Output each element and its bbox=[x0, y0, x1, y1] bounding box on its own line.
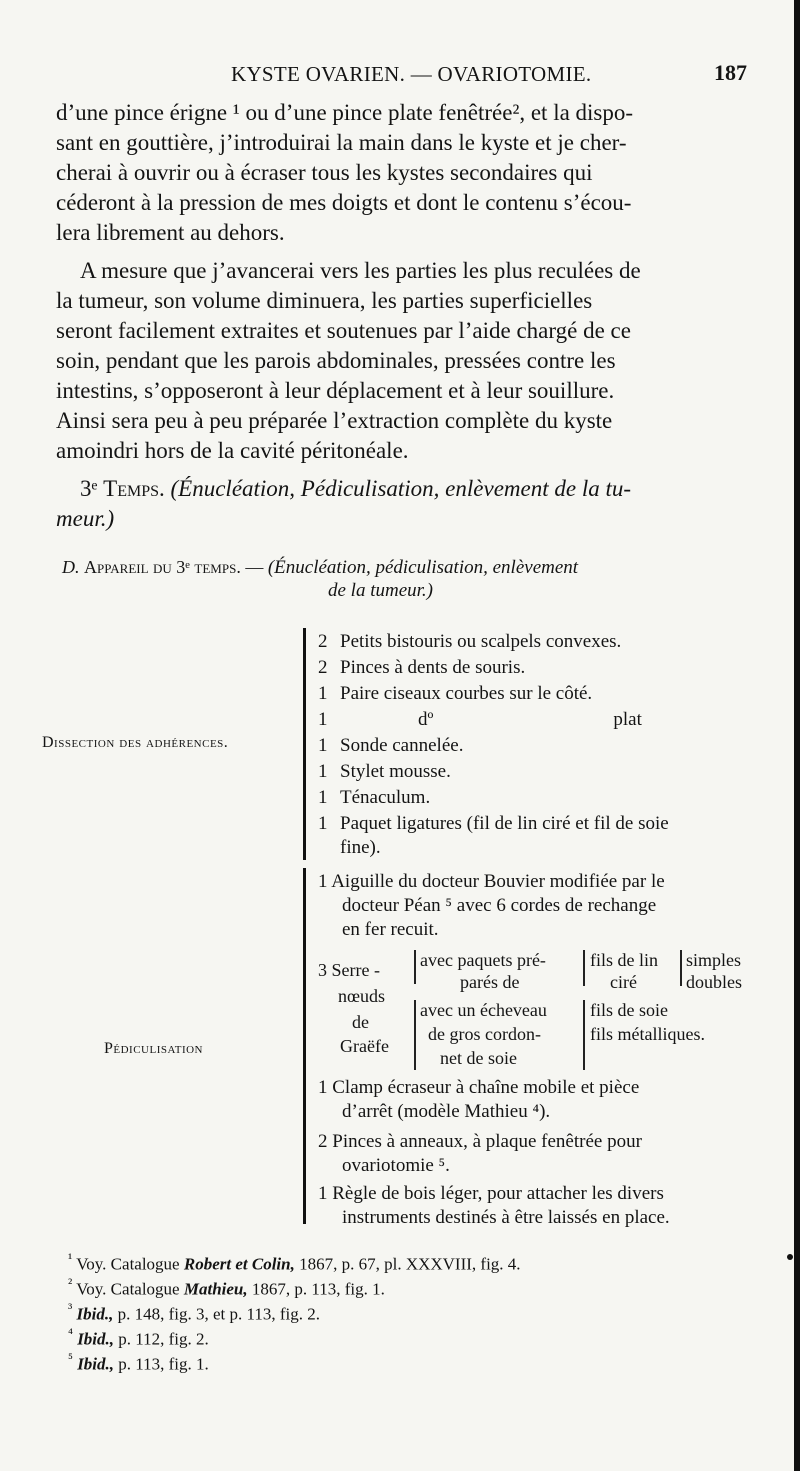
sub-brace bbox=[680, 950, 682, 986]
serre-option: parés de bbox=[460, 972, 520, 992]
body-line: soin, pendant que les parois abdominales, pressées contre les bbox=[56, 348, 616, 373]
appareil-italic-cont: de la tumeur.) bbox=[328, 580, 434, 601]
instrument-item-cont: instruments destinés à être laissés en place. bbox=[342, 1207, 670, 1228]
section-word: Temps. bbox=[103, 476, 165, 501]
section-heading bbox=[80, 474, 631, 504]
fil-variant: doubles bbox=[686, 972, 742, 992]
running-header: KYSTE OVARIEN. — OVARIOTOMIE. bbox=[231, 62, 592, 86]
footnote: $^{^4}$ Ibid., p. 112, fig. 2. bbox=[68, 1326, 209, 1349]
serre-label: 3 Serre - bbox=[318, 960, 380, 980]
instrument-item: 1 dº plat bbox=[318, 709, 642, 730]
appareil-italic: (Énucléation, pédiculisation, enlèvement bbox=[267, 557, 579, 578]
section-title-cont: meur.) bbox=[56, 506, 115, 531]
footnote: $^{^2}$ Voy. Catalogue Mathieu, 1867, p. 113, fig. 1. bbox=[68, 1276, 385, 1299]
section-number: 3ᵉ bbox=[80, 476, 98, 501]
instrument-item-cont: docteur Péan ⁵ avec 6 cordes de rechange bbox=[342, 895, 657, 916]
body-line: lera librement au dehors. bbox=[56, 220, 285, 245]
instrument-item: fine). bbox=[340, 837, 381, 858]
footnote: $^{^3}$ Ibid., p. 148, fig. 3, et p. 113, fig. 2. bbox=[68, 1301, 320, 1324]
dissection-brace bbox=[303, 628, 306, 860]
instrument-item-cont: d’arrêt (modèle Mathieu ⁴). bbox=[342, 1101, 551, 1122]
footnote: $^{^5}$ Ibid., p. 113, fig. 1. bbox=[68, 1351, 209, 1374]
instrument-item: 1 Clamp écraseur à chaîne mobile et pièce bbox=[318, 1077, 640, 1098]
body-line: cherai à ouvrir ou à écraser tous les kystes secondaires qui bbox=[56, 160, 593, 185]
instrument-item: 1 Sonde cannelée. bbox=[318, 735, 464, 756]
instrument-item: 1 Paquet ligatures (fil de lin ciré et fil de soie bbox=[318, 813, 669, 834]
body-line: seront facilement extraites et soutenues par l’aide chargé de ce bbox=[56, 318, 631, 343]
instrument-item-cont: ovariotomie ⁵. bbox=[342, 1155, 450, 1176]
instrument-item: 1 Aiguille du docteur Bouvier modifiée par le bbox=[318, 871, 665, 892]
section-title: (Énucléation, Pédiculisation, enlèvement de la tu- bbox=[170, 476, 632, 501]
body-line: d’une pince érigne ¹ ou d’une pince plate fenêtrée², et la dispo- bbox=[56, 100, 634, 125]
body-line: A mesure que j’avancerai vers les parties les plus reculées de bbox=[80, 258, 641, 283]
fil-option: fils de lin bbox=[590, 950, 658, 970]
body-line: intestins, s’opposeront à leur déplacement et à leur souillure. bbox=[56, 378, 615, 403]
footnote: $^{^1}$ Voy. Catalogue Robert et Colin, 1867, p. 67, pl. XXXVIII, fig. 4. bbox=[68, 1251, 521, 1274]
serre-label: de bbox=[352, 1012, 369, 1032]
instrument-item: 1 Règle de bois léger, pour attacher les divers bbox=[318, 1183, 664, 1204]
sub-brace bbox=[414, 1000, 416, 1070]
serre-label: Graëfe bbox=[340, 1036, 389, 1056]
fil-option: fils de soie bbox=[590, 1000, 668, 1020]
serre-option: avec paquets pré- bbox=[420, 950, 546, 970]
instrument-item: 1 Stylet mousse. bbox=[318, 761, 451, 782]
serre-option: avec un écheveau bbox=[420, 1000, 547, 1020]
sub-brace bbox=[583, 1000, 585, 1070]
appareil-letter: D. bbox=[62, 557, 80, 577]
serre-label: nœuds bbox=[338, 986, 386, 1006]
ink-spot bbox=[787, 1254, 793, 1260]
pediculisation-brace bbox=[303, 868, 306, 1224]
fil-option: ciré bbox=[610, 972, 637, 992]
body-line: la tumeur, son volume diminuera, les parties superficielles bbox=[56, 288, 593, 313]
sub-brace bbox=[583, 950, 585, 986]
instrument-item: 2 Pinces à dents de souris. bbox=[318, 657, 526, 678]
pediculisation-label: Pédiculisation bbox=[104, 1040, 203, 1057]
body-line: amoindri hors de la cavité péritonéale. bbox=[56, 438, 409, 463]
serre-option: net de soie bbox=[440, 1048, 517, 1068]
instrument-item-cont: en fer recuit. bbox=[342, 919, 439, 940]
dissection-label: Dissection des adhérences. bbox=[42, 734, 229, 751]
appareil-dash: — bbox=[245, 557, 264, 577]
fil-option: fils métalliques. bbox=[590, 1024, 705, 1044]
body-line: Ainsi sera peu à peu préparée l’extraction complète du kyste bbox=[56, 408, 613, 433]
serre-option: de gros cordon- bbox=[428, 1024, 541, 1044]
appareil-heading bbox=[62, 557, 578, 579]
instrument-item: 2 Petits bistouris ou scalpels convexes. bbox=[318, 631, 622, 652]
body-line: céderont à la pression de mes doigts et dont le contenu s’écou- bbox=[56, 190, 632, 215]
sub-brace bbox=[414, 950, 416, 984]
instrument-item: 2 Pinces à anneaux, à plaque fenêtrée pour bbox=[318, 1131, 642, 1152]
fil-variant: simples bbox=[686, 950, 742, 970]
body-line: sant en gouttière, j’introduirai la main dans le kyste et je cher- bbox=[56, 130, 627, 155]
instrument-item: 1 Paire ciseaux courbes sur le côté. bbox=[318, 683, 593, 704]
appareil-text: Appareil du 3ᵉ temps. bbox=[84, 557, 241, 577]
page-number: 187 bbox=[714, 60, 747, 85]
instrument-item: 1 Ténaculum. bbox=[318, 787, 431, 808]
